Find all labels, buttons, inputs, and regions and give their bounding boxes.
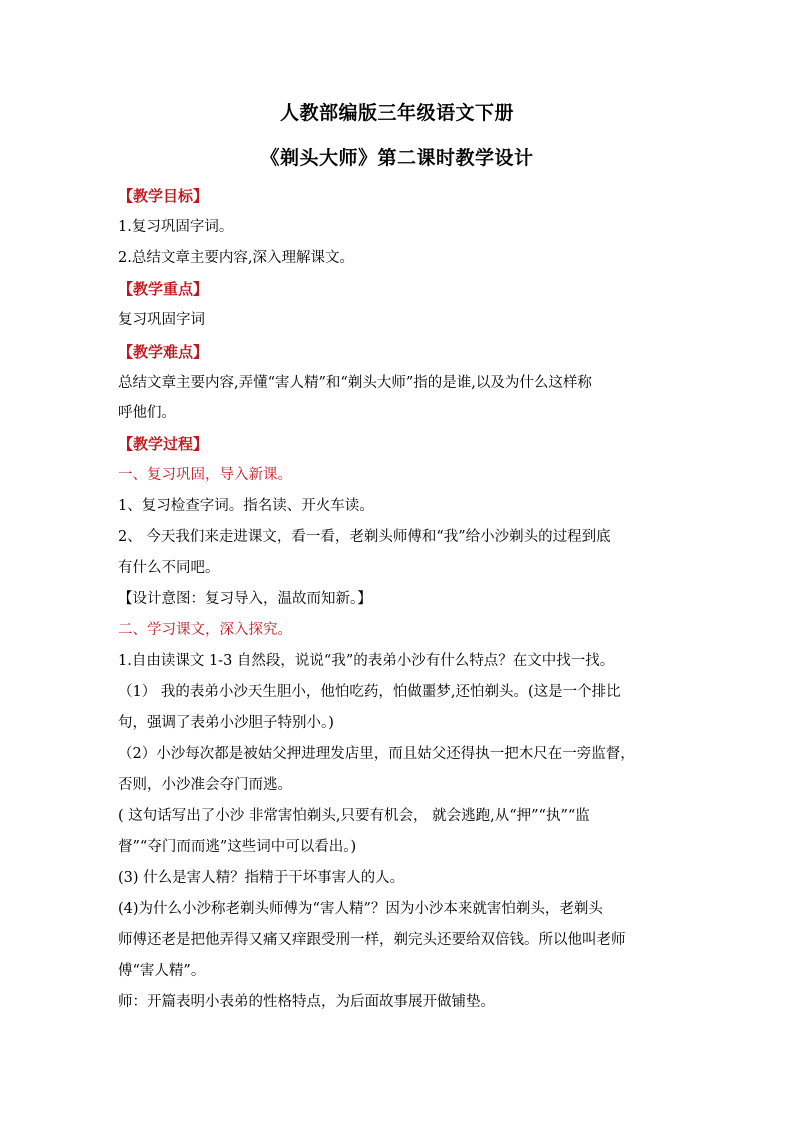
paragraph-line: 1、复习检查字词。指名读、开火车读。: [118, 498, 374, 514]
teacher-note: 师：开篇表明小表弟的性格特点，为后面故事展开做铺垫。: [118, 994, 495, 1010]
document-subtitle: 《剃头大师》第二课时教学设计: [260, 147, 534, 169]
paragraph-line: 呼他们。: [118, 405, 176, 421]
paragraph-line: 1.复习巩固字词。: [118, 219, 234, 235]
section-heading-objectives: 【教学目标】: [118, 187, 209, 205]
paragraph-line: 师傅还老是把他弄得又痛又痒跟受刑一样，剃完头还要给双倍钱。所以他叫老师: [118, 932, 626, 948]
design-intent-note: 【设计意图：复习导入，温故而知新。】: [118, 591, 372, 607]
subsection-heading-study: 二、学习课文，深入探究。: [118, 622, 292, 638]
paragraph-line: （2）小沙每次都是被姑父押进理发店里，而且姑父还得执一把木尺在一旁监督，: [118, 746, 635, 762]
paragraph-line: ( 这句话写出了小沙 非常害怕剃头,只要有机会， 就会逃跑,从“押”“执”“监: [118, 808, 590, 824]
paragraph-line: 傅“害人精”。: [118, 963, 206, 979]
section-heading-difficulties: 【教学难点】: [118, 343, 209, 361]
paragraph-line: 有什么不同吧。: [118, 560, 220, 576]
paragraph-line: (4)为什么小沙称老剃头师傅为“害人精”？因为小沙本来就害怕剃头，老剃头: [118, 901, 603, 917]
paragraph-line: 句，强调了表弟小沙胆子特别小。): [118, 715, 334, 731]
paragraph-line: （1） 我的表弟小沙天生胆小，他怕吃药，怕做噩梦,还怕剃头。(这是一个排比: [118, 684, 621, 700]
paragraph-line: 1.自由读课文 1-3 自然段，说说“我”的表弟小沙有什么特点？在文中找一找。: [118, 653, 615, 669]
paragraph-line: 否则，小沙准会夺门而逃。: [118, 777, 292, 793]
paragraph-line: 总结文章主要内容,弄懂“害人精”和“剃头大师”指的是谁,以及为什么这样称: [118, 375, 592, 391]
paragraph-line: 2.总结文章主要内容,深入理解课文。: [118, 250, 354, 266]
section-heading-process: 【教学过程】: [118, 435, 209, 453]
subsection-heading-review: 一、复习巩固，导入新课。: [118, 467, 292, 483]
document-title: 人教部编版三年级语文下册: [279, 102, 514, 124]
paragraph-line: 2、 今天我们来走进课文，看一看，老剃头师傅和“我”给小沙剃头的过程到底: [118, 529, 611, 545]
paragraph-line: 复习巩固字词: [118, 312, 205, 328]
paragraph-line: 督”“夺门而而逃”这些词中可以看出。): [118, 839, 357, 855]
paragraph-line: (3) 什么是害人精？指精于干坏事害人的人。: [118, 870, 405, 886]
section-heading-key-points: 【教学重点】: [118, 280, 209, 298]
